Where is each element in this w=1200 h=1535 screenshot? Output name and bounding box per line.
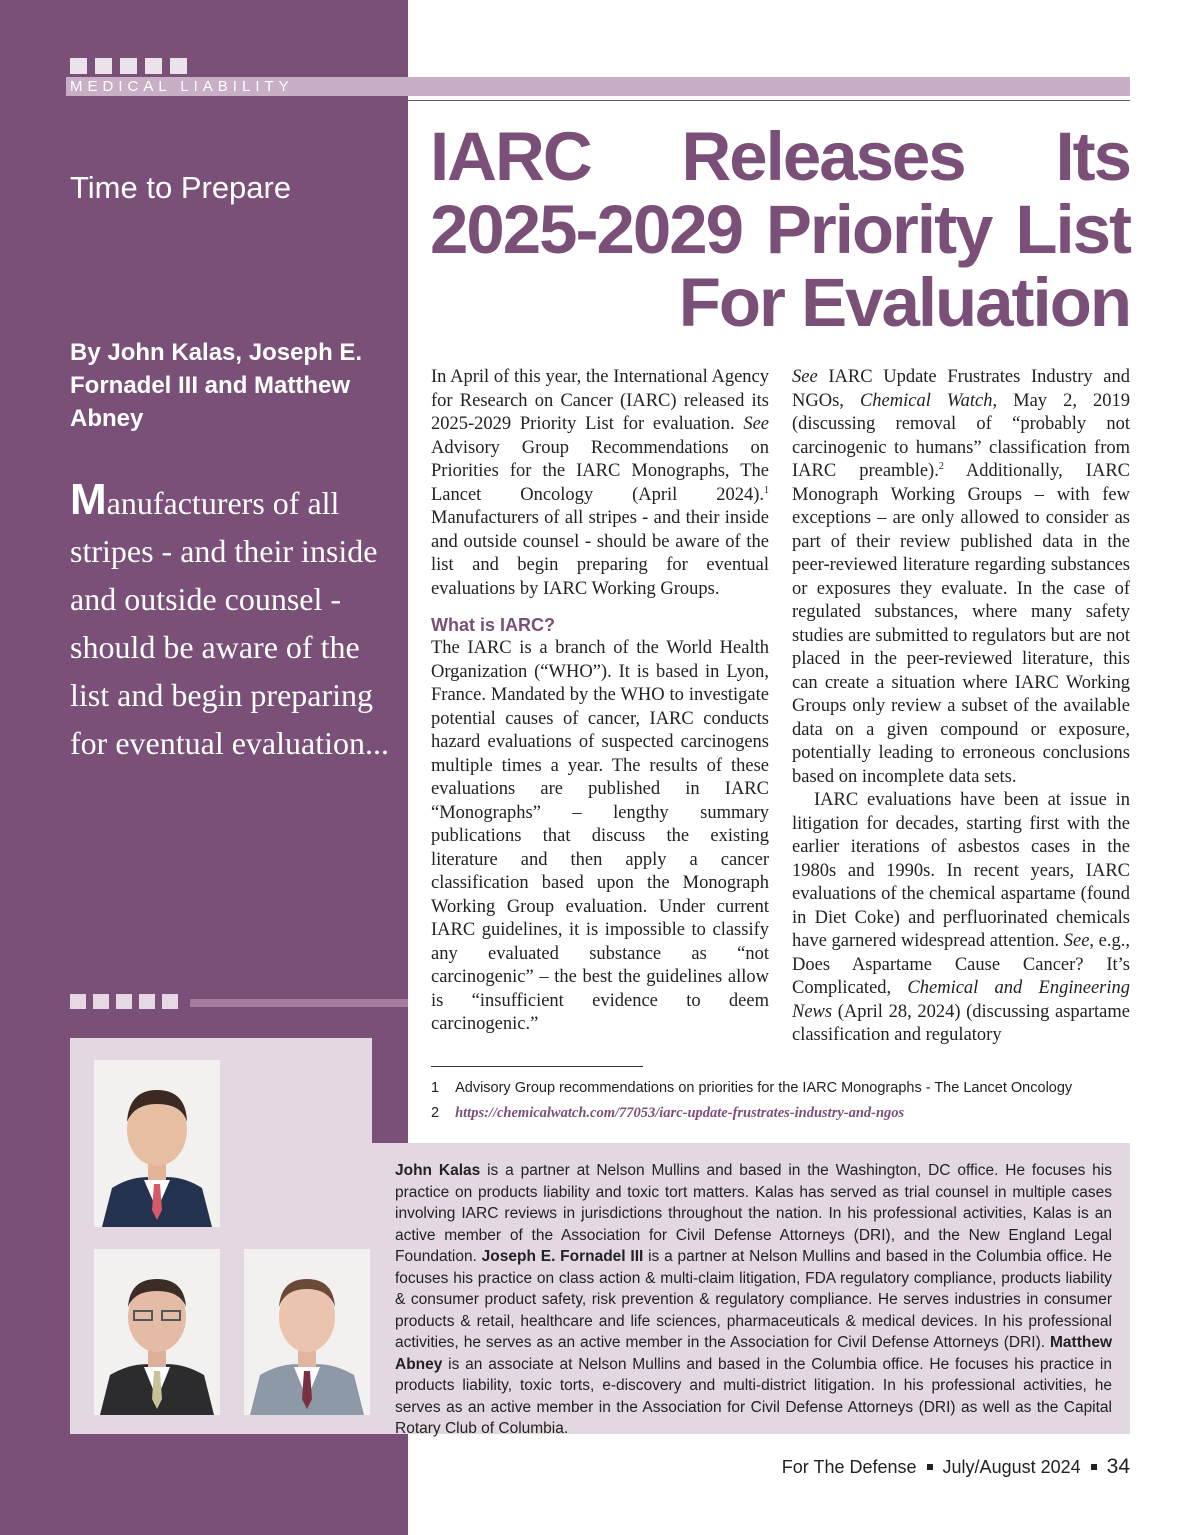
footnote-2: 2 https://chemicalwatch.com/77053/iarc-update-frustrates-industry-and-ngos [431, 1101, 1131, 1126]
article-column-2 [792, 366, 1130, 1048]
author-photo-kalas [94, 1060, 220, 1227]
bottom-squares-decoration [70, 994, 178, 1009]
byline: By John Kalas, Joseph E. Fornadel III and Matthew Abney [70, 339, 363, 432]
footnote-link[interactable]: https://chemicalwatch.com/77053/iarc-update-frustrates-industry-and-ngos [455, 1105, 905, 1121]
article-title: IARC Releases Its 2025-2029 Priority List For Evaluation [430, 118, 1130, 341]
article-column-1 [431, 366, 769, 1037]
page-number: 34 [1106, 1455, 1130, 1478]
author-bios [244, 1160, 1112, 1484]
bio-text-kalas: is a partner at Nelson Mullins and based in the Washington, DC office. He focuses his practice on products liability and toxic tort matters. Kalas has served as trial counsel in multiple cases involving IARC reviews in jurisdictions throughout the nation. In his professional activities, Kalas is an active member of the Association for Civil Defense Attorneys (DRI), and the New England Legal Foundation. [395, 1162, 1112, 1265]
bio-name-kalas: John Kalas [395, 1162, 481, 1179]
footnote-rule [431, 1066, 643, 1067]
footnote-1: 1 Advisory Group recommendations on priorities for the IARC Monographs - The Lancet Oncology [431, 1080, 1073, 1096]
footer-separator [1091, 1464, 1097, 1470]
pull-quote-text: anufacturers of all stripes - and their inside and outside counsel - should be aware of the list and begin preparing for eventual evaluation... [70, 485, 389, 761]
bio-text-abney: is an associate at Nelson Mullins and based in the Columbia office. He focuses his practice in products liability, toxic torts, e-discovery and multi-district litigation. In his professional activities, he serves as an active member in the Association for Civil Defense Attorneys (DRI) as well as the Capital Rotary Club of Columbia. [395, 1355, 1112, 1437]
bio-name-fornadel: Joseph E. Fornadel III [481, 1248, 644, 1265]
kicker: Time to Prepare [70, 170, 292, 205]
footnote-ref-1: 1 [764, 484, 769, 496]
paragraph-continued: See IARC Update Frustrates Industry and NGOs, Chemical Watch, May 2, 2019 (discussing removal of “probably not carcinogenic to humans” classification from IARC preamble).$^2$ Additionally, IARC Monograph Working Groups – with few exceptions – are only allowed to consider as part of their review published data in the peer-reviewed literature regarding substances or exposures they evaluate. In the case of regulated substances, where many safety studies are submitted to regulators but are not placed in the peer-reviewed literature, this can create a situation where IARC Working Groups only review a subset of the available data on a given compound or exposure, potentially leading to erroneous conclusions based on incomplete data sets. [792, 367, 1131, 787]
paragraph-litigation: IARC evaluations have been at issue in litigation for decades, starting first with the earlier iterations of asbestos cases in the 1980s and 1990s. In recent years, IARC evaluations of the chemical aspartame (found in Diet Coke) and perfluorinated chemicals have garnered widespread attention. See, e.g., Does Aspartame Cause Cancer? It’s Complicated, Chemical and Engineering News (April 28, 2024) (discussing aspartame classification and regulatory [792, 790, 1131, 1045]
bio-text-fornadel: is a partner at Nelson Mullins and based in the Columbia office. He focuses his practice on class action & multi-claim litigation, FDA regulatory compliance, products liability & consumer product safety, risk prevention & regulatory compliance. He serves industries in consumer products & retail, healthcare and life sciences, pharmaceuticals & medical devices. In his professional activities, he serves as an active member in the Association for Civil Defense Attorneys (DRI). [395, 1248, 1112, 1351]
subhead-what-is-iarc: What is IARC? [431, 615, 555, 635]
section-rule [408, 100, 1130, 101]
page-footer [782, 1455, 1130, 1479]
footer-publication: For The Defense [781, 1456, 917, 1477]
author-photo-fornadel [94, 1249, 220, 1415]
bio-name-abney: Matthew Abney [395, 1334, 1112, 1373]
pull-quote-dropcap: M [70, 475, 107, 524]
section-squares-decoration [70, 58, 187, 74]
footer-separator [927, 1464, 933, 1470]
paragraph-what-is-iarc: The IARC is a branch of the World Health Organization (“WHO”). It is based in Lyon, France. Mandated by the WHO to investigate potential causes of cancer, IARC conducts hazard evaluations of suspected carcinogens multiple times a year. The results of these evaluations are published in IARC “Monographs” – lengthy summary publications that discuss the existing literature and then apply a cancer classification based upon the Monograph Working Group evaluation. Under current IARC guidelines, it is impossible to classify any evaluated substance as “not carcinogenic” – the best the guidelines allow is “insufficient evidence to deem carcinogenic.” [431, 638, 769, 1034]
paragraph-intro: In April of this year, the International Agency for Research on Cancer (IARC) released its 2025-2029 Priority List for evaluation. See Advisory Group Recommendations on Priorities for the IARC Monographs, The Lancet Oncology (April 2024).$^1$ Manufacturers of all stripes - and their inside and outside counsel - should be aware of the list and begin preparing for eventual evaluations by IARC Working Groups. [431, 367, 769, 599]
section-label: MEDICAL LIABILITY [70, 78, 294, 95]
footer-issue: July/August 2024 [942, 1456, 1081, 1477]
pull-quote [70, 476, 390, 767]
bottom-band [190, 999, 408, 1007]
footnotes [431, 1076, 1131, 1126]
footnote-ref-2: 2 [938, 460, 944, 472]
